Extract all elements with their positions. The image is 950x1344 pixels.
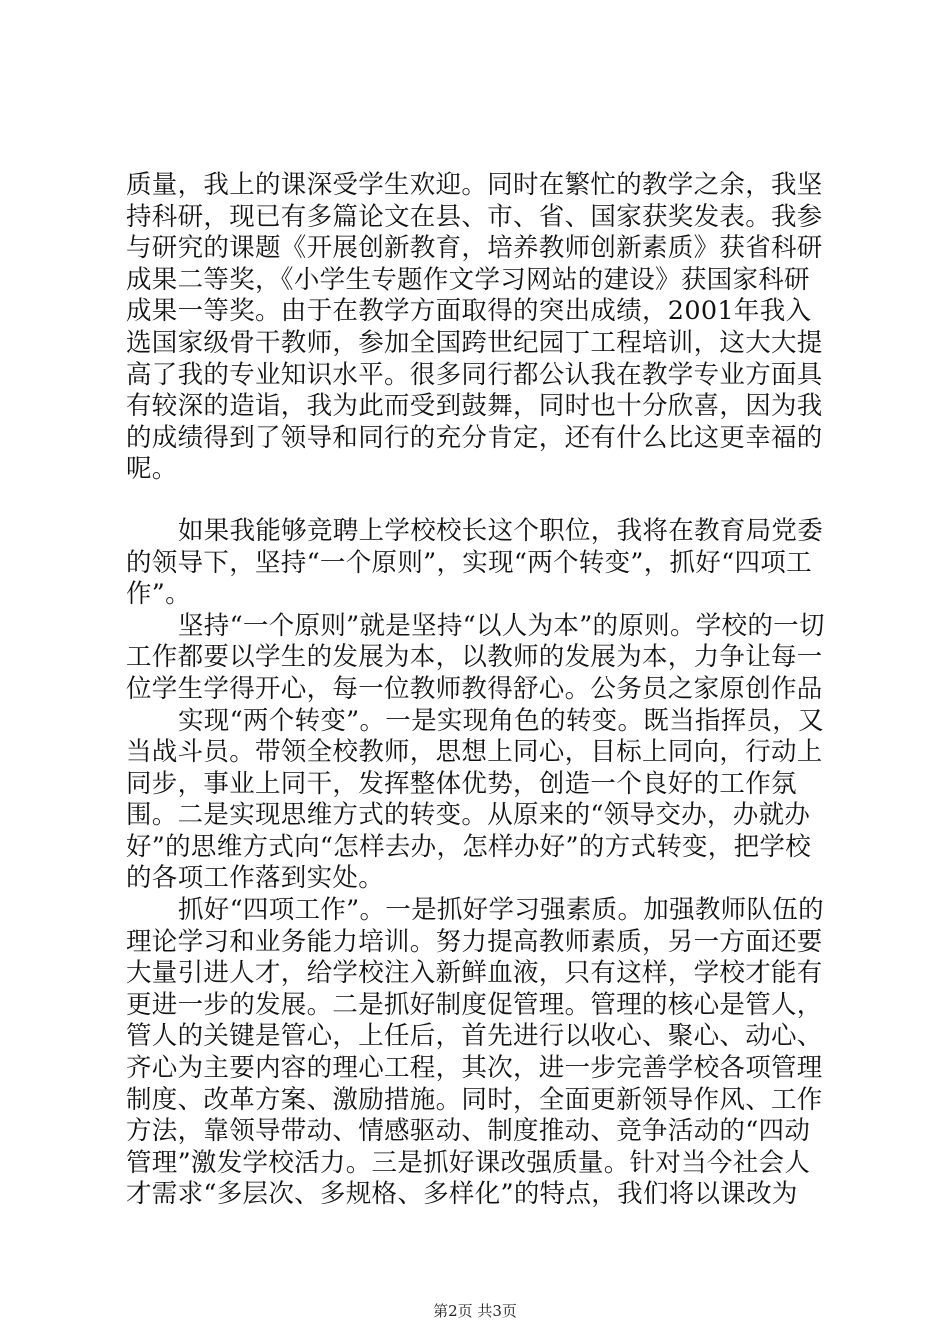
page-footer: 第2页 共3页	[433, 1302, 517, 1320]
document-body	[126, 170, 826, 1211]
paragraph-one-principle: 坚持“一个原则”就是坚持“以人为本”的原则。学校的一切工作都要以学生的发展为本，以教师的发展为本，力争让每一位学生学得开心，每一位教师教得舒心。公务员之家原创作品	[126, 610, 825, 704]
paragraph-four-tasks: 抓好“四项工作”。一是抓好学习强素质。加强教师队伍的理论学习和业务能力培训。努力提高教师素质，另一方面还要大量引进人才，给学校注入新鲜血液，只有这样，学校才能有更进一步的发展。二是抓好制度促管理。管理的核心是管人，管人的关键是管心，上任后，首先进行以收心、聚心、动心、齐心为主要内容的理心工程，其次，进一步完善学校各项管理制度、改革方案、激励措施。同时，全面更新领导作风、工作方法，靠领导带动、情感驱动、制度推动、竞争活动的“四动管理”激发学校活力。三是抓好课改强质量。针对当今社会人才需求“多层次、多规格、多样化”的特点，我们将以课改为	[126, 895, 824, 1210]
paragraph-two-changes: 实现“两个转变”。一是实现角色的转变。既当指挥员，又当战斗员。带领全校教师，思想上同心，目标上同向，行动上同步，事业上同干，发挥整体优势，创造一个良好的工作氛围。二是实现思维方式的转变。从原来的“领导交办，办就办好”的思维方式向“怎样去办，怎样办好”的方式转变，把学校的各项工作落到实处。	[126, 705, 824, 894]
paragraph-intro-principles: 如果我能够竞聘上学校校长这个职位，我将在教育局党委的领导下，坚持“一个原则”，实现“两个转变”，抓好“四项工作”。	[126, 515, 824, 610]
paragraph-gap	[126, 486, 826, 516]
paragraph-continuation: 质量，我上的课深受学生欢迎。同时在繁忙的教学之余，我坚持科研，现已有多篇论文在县、市、省、国家获奖发表。我参与研究的课题《开展创新教育，培养教师创新素质》获省科研成果二等奖，《小学生专题作文学习网站的建设》获国家科研成果一等奖。由于在教学方面取得的突出成绩，2001年我入选国家级骨干教师，参加全国跨世纪园丁工程培训，这大大提高了我的专业知识水平。很多同行都公认我在教学专业方面具有较深的造诣，我为此而受到鼓舞，同时也十分欣喜，因为我的成绩得到了领导和同行的充分肯定，还有什么比这更幸福的呢。	[126, 170, 823, 485]
